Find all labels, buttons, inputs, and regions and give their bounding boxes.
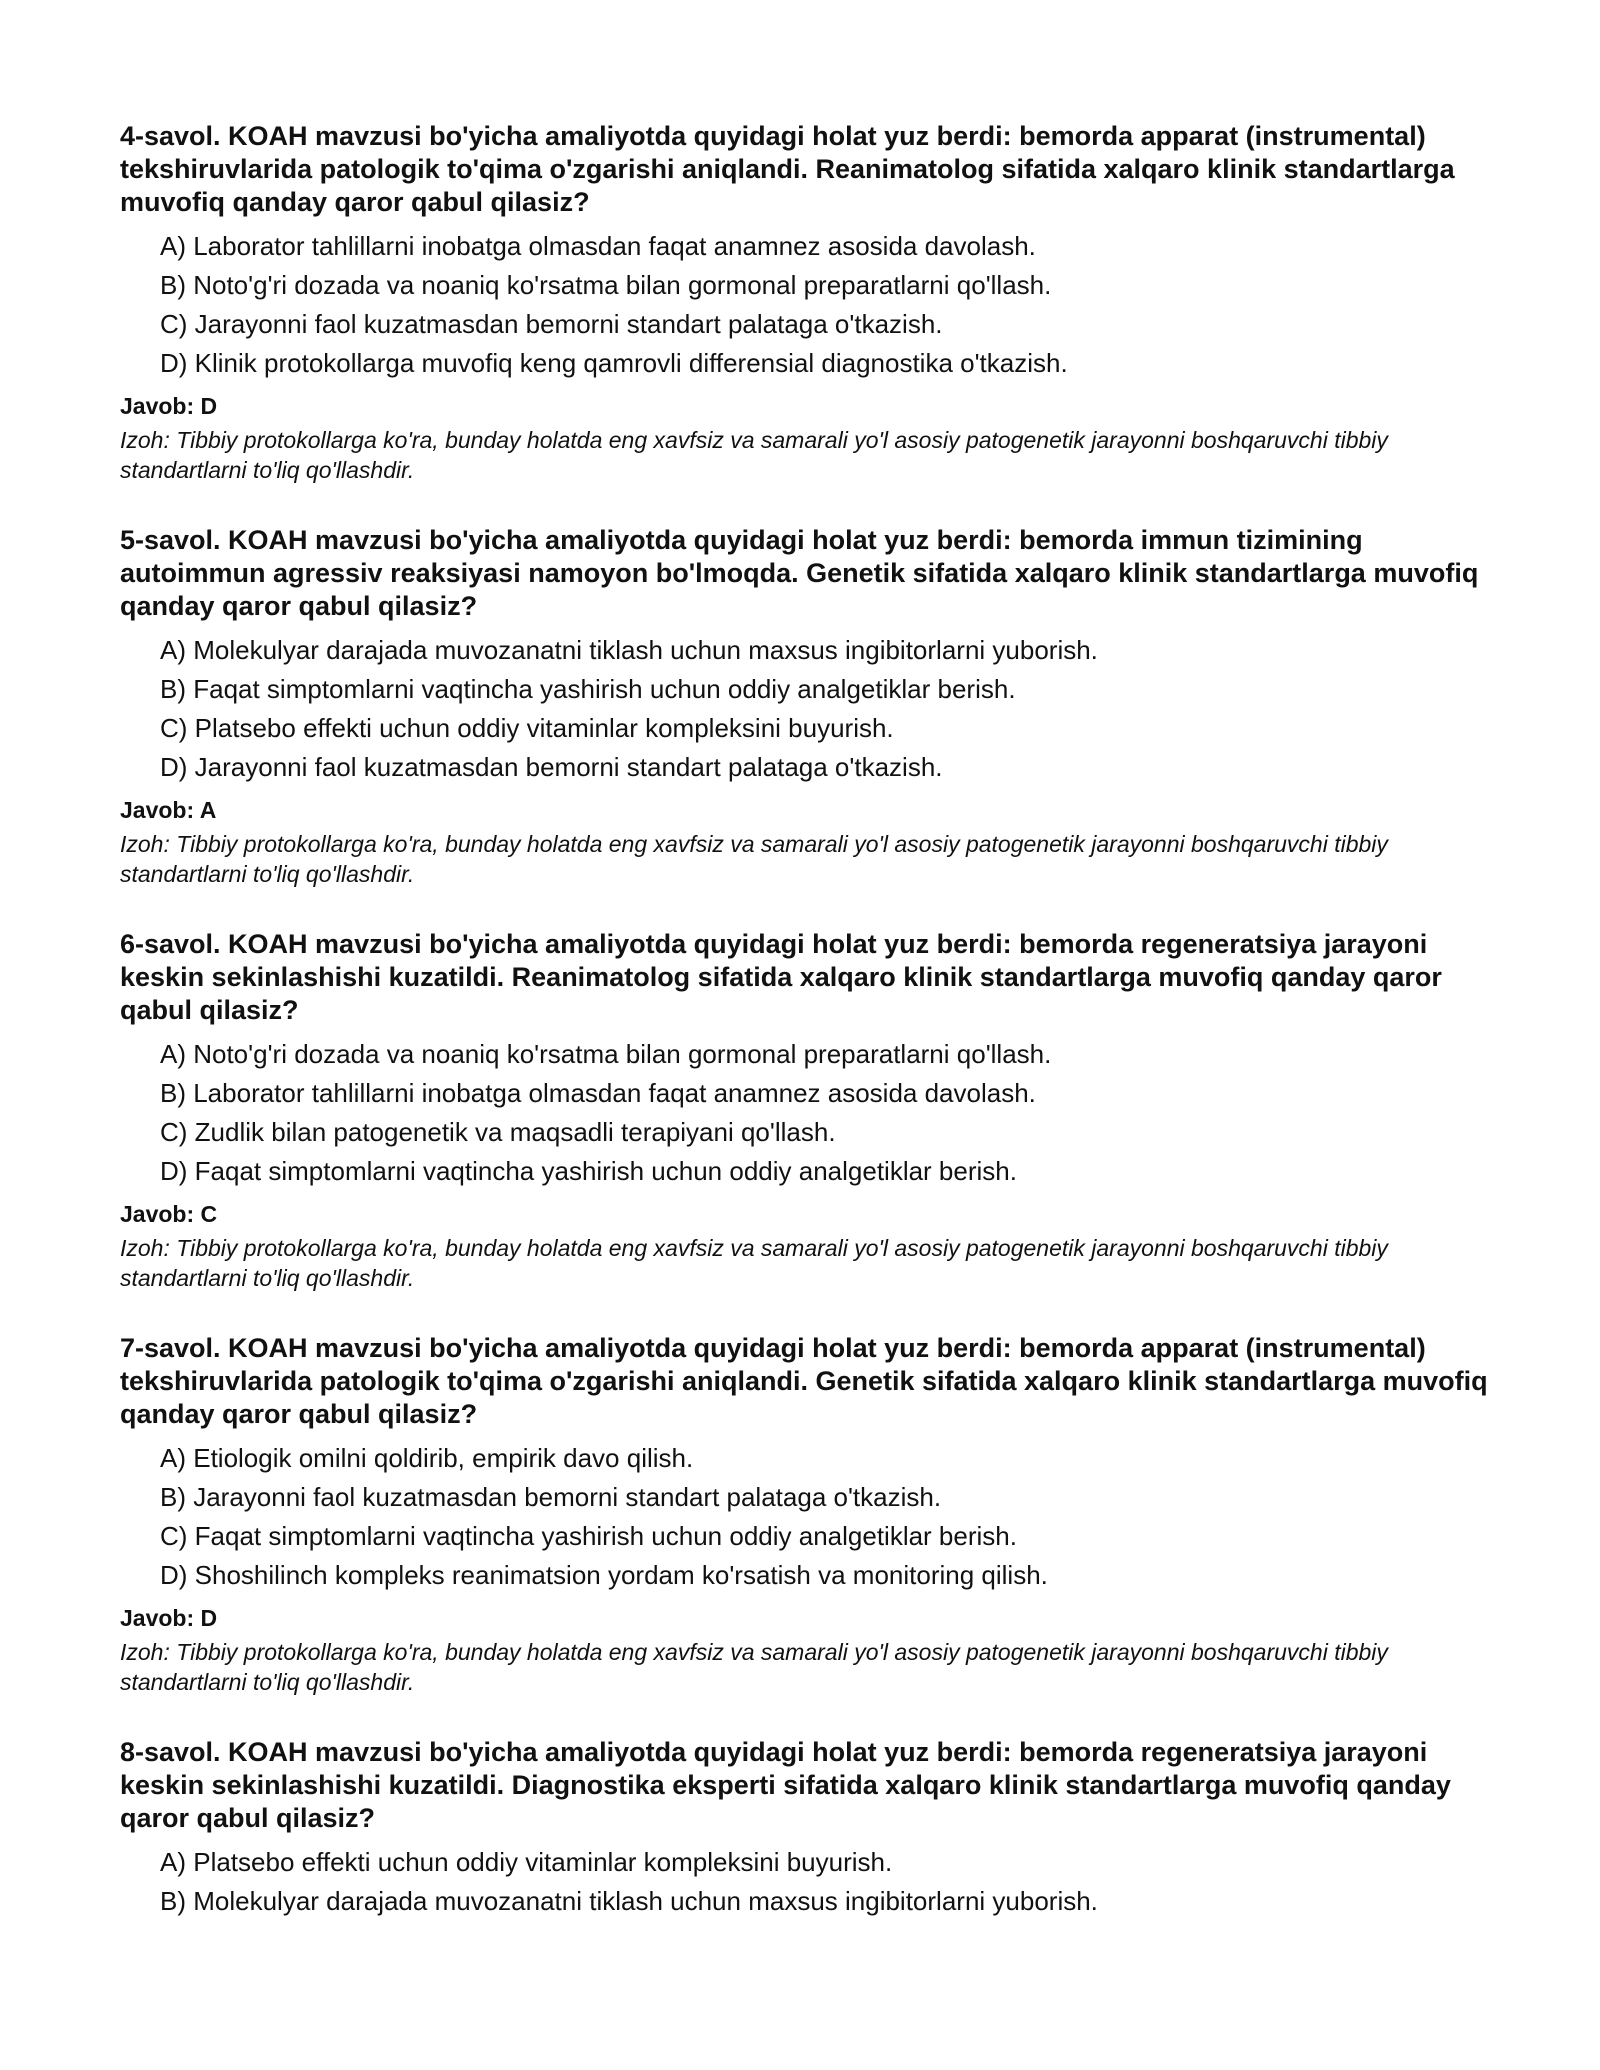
explanation-text: Izoh: Tibbiy protokollarga ko'ra, bunday holatda eng xavfsiz va samarali yo'l asosiy patogenetik jarayonni boshqaruvchi tibbiy standartlarni to'liq qo'llashdir. xyxy=(120,831,1388,887)
explanation-text: Izoh: Tibbiy protokollarga ko'ra, bunday holatda eng xavfsiz va samarali yo'l asosiy patogenetik jarayonni boshqaruvchi tibbiy standartlarni to'liq qo'llashdir. xyxy=(120,1235,1388,1291)
option-d: D) Faqat simptomlarni vaqtincha yashirish uchun oddiy analgetiklar berish. xyxy=(160,1156,1017,1186)
option-d: D) Shoshilinch kompleks reanimatsion yordam ko'rsatish va monitoring qilish. xyxy=(160,1560,1048,1590)
option-d: D) Jarayonni faol kuzatmasdan bemorni standart palataga o'tkazish. xyxy=(160,752,943,782)
question-block xyxy=(120,120,1490,485)
answer-options xyxy=(120,1847,1490,1916)
option-d: D) Klinik protokollarga muvofiq keng qamrovli differensial diagnostika o'tkazish. xyxy=(160,348,1068,378)
option-b: B) Jarayonni faol kuzatmasdan bemorni standart palataga o'tkazish. xyxy=(160,1482,942,1512)
document-page xyxy=(120,120,1490,1955)
question-block xyxy=(120,928,1490,1293)
answer-label: Javob: xyxy=(120,797,195,823)
answer-line xyxy=(120,1200,1490,1228)
answer-options xyxy=(120,1443,1490,1590)
question-block xyxy=(120,1736,1490,1916)
option-b: B) Molekulyar darajada muvozanatni tiklash uchun maxsus ingibitorlarni yuborish. xyxy=(160,1886,1098,1916)
answer-options xyxy=(120,1039,1490,1186)
option-c: C) Faqat simptomlarni vaqtincha yashirish uchun oddiy analgetiklar berish. xyxy=(160,1521,1017,1551)
question-block xyxy=(120,524,1490,889)
question-block xyxy=(120,1332,1490,1697)
question-text: 8-savol. KOAH mavzusi bo'yicha amaliyotda quyidagi holat yuz berdi: bemorda regeneratsiya jarayoni keskin sekinlashishi kuzatildi. Diagnostika eksperti sifatida xalqaro klinik standartlarga muvofiq qanday qaror qabul qilasiz? xyxy=(120,1737,1451,1833)
option-b: B) Faqat simptomlarni vaqtincha yashirish uchun oddiy analgetiklar berish. xyxy=(160,674,1016,704)
answer-value: D xyxy=(200,393,218,419)
option-c: C) Platsebo effekti uchun oddiy vitaminlar kompleksini buyurish. xyxy=(160,713,894,743)
option-c: C) Zudlik bilan patogenetik va maqsadli terapiyani qo'llash. xyxy=(160,1117,836,1147)
question-text: 6-savol. KOAH mavzusi bo'yicha amaliyotda quyidagi holat yuz berdi: bemorda regeneratsiya jarayoni keskin sekinlashishi kuzatildi. Reanimatolog sifatida xalqaro klinik standartlarga muvofiq qanday qaror qabul qilasiz? xyxy=(120,929,1442,1025)
explanation-text: Izoh: Tibbiy protokollarga ko'ra, bunday holatda eng xavfsiz va samarali yo'l asosiy patogenetik jarayonni boshqaruvchi tibbiy standartlarni to'liq qo'llashdir. xyxy=(120,427,1388,483)
option-a: A) Platsebo effekti uchun oddiy vitaminlar kompleksini buyurish. xyxy=(160,1847,893,1877)
explanation-text: Izoh: Tibbiy protokollarga ko'ra, bunday holatda eng xavfsiz va samarali yo'l asosiy patogenetik jarayonni boshqaruvchi tibbiy standartlarni to'liq qo'llashdir. xyxy=(120,1639,1388,1695)
answer-options xyxy=(120,635,1490,782)
answer-value: C xyxy=(200,1201,218,1227)
option-a: A) Molekulyar darajada muvozanatni tiklash uchun maxsus ingibitorlarni yuborish. xyxy=(160,635,1098,665)
answer-line xyxy=(120,796,1490,824)
answer-line xyxy=(120,392,1490,420)
option-a: A) Noto'g'ri dozada va noaniq ko'rsatma bilan gormonal preparatlarni qo'llash. xyxy=(160,1039,1052,1069)
answer-line xyxy=(120,1604,1490,1632)
option-a: A) Laborator tahlillarni inobatga olmasdan faqat anamnez asosida davolash. xyxy=(160,231,1036,261)
question-text: 7-savol. KOAH mavzusi bo'yicha amaliyotda quyidagi holat yuz berdi: bemorda apparat (instrumental) tekshiruvlarida patologik to'qima o'zgarishi aniqlandi. Genetik sifatida xalqaro klinik standartlarga muvofiq qanday qaror qabul qilasiz? xyxy=(120,1333,1488,1429)
answer-label: Javob: xyxy=(120,393,195,419)
answer-label: Javob: xyxy=(120,1201,195,1227)
option-b: B) Laborator tahlillarni inobatga olmasdan faqat anamnez asosida davolash. xyxy=(160,1078,1036,1108)
answer-value: D xyxy=(200,1605,218,1631)
answer-value: A xyxy=(199,797,217,823)
question-text: 5-savol. KOAH mavzusi bo'yicha amaliyotda quyidagi holat yuz berdi: bemorda immun tizimining autoimmun agressiv reaksiyasi namoyon bo'lmoqda. Genetik sifatida xalqaro klinik standartlarga muvofiq qanday qaror qabul qilasiz? xyxy=(120,525,1479,621)
option-b: B) Noto'g'ri dozada va noaniq ko'rsatma bilan gormonal preparatlarni qo'llash. xyxy=(160,270,1052,300)
answer-options xyxy=(120,231,1490,378)
answer-label: Javob: xyxy=(120,1605,195,1631)
option-a: A) Etiologik omilni qoldirib, empirik davo qilish. xyxy=(160,1443,694,1473)
question-text: 4-savol. KOAH mavzusi bo'yicha amaliyotda quyidagi holat yuz berdi: bemorda apparat (instrumental) tekshiruvlarida patologik to'qima o'zgarishi aniqlandi. Reanimatolog sifatida xalqaro klinik standartlarga muvofiq qanday qaror qabul qilasiz? xyxy=(120,121,1455,217)
option-c: C) Jarayonni faol kuzatmasdan bemorni standart palataga o'tkazish. xyxy=(160,309,943,339)
